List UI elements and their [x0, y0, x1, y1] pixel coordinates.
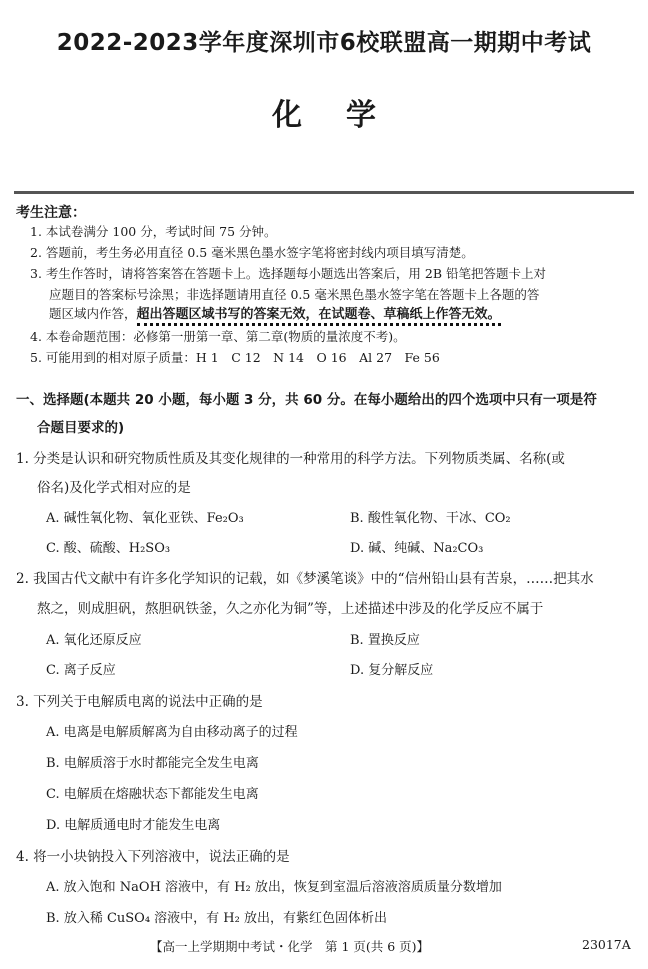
notice-heading: 考生注意：	[16, 205, 86, 221]
question-4-stem: 4. 将一小块钠投入下列溶液中，说法正确的是	[16, 849, 290, 865]
question-1-option-c: C. 酸、硫酸、H₂SO₃	[46, 541, 171, 556]
question-2-stem-cont: 熬之，则成胆矾，熬胆矾铁釜，久之亦化为铜”等，上述描述中涉及的化学反应不属于	[37, 601, 544, 617]
page-footer: 【高一上学期期中考试・化学 第 1 页(共 6 页)】	[150, 939, 430, 954]
section-heading: 一、选择题(本题共 20 小题，每小题 3 分，共 60 分。在每小题给出的四个选项中只有一项是符	[16, 392, 597, 408]
question-1-option-b: B. 酸性氧化物、干冰、CO₂	[350, 511, 511, 526]
notice-item-3a: 3. 考生作答时，请将答案答在答题卡上。选择题每小题选出答案后，用 2B 铅笔把答题卡上对	[30, 266, 546, 281]
subject-char-1: 化	[272, 98, 302, 133]
notice-item-5: 5. 可能用到的相对原子质量：H 1 C 12 N 14 O 16 Al 27 Fe 56	[30, 350, 440, 365]
question-2-stem: 2. 我国古代文献中有许多化学知识的记载，如《梦溪笔谈》中的“信州铅山县有苦泉，……把其水	[16, 571, 594, 587]
question-3-option-b: B. 电解质溶于水时都能完全发生电离	[46, 756, 259, 771]
section-heading-cont: 合题目要求的)	[37, 420, 125, 436]
question-4-option-b: B. 放入稀 CuSO₄ 溶液中，有 H₂ 放出，有紫红色固体析出	[46, 911, 387, 926]
notice-item-3c	[49, 303, 501, 322]
notice-item-2: 2. 答题前，考生务必用直径 0.5 毫米黑色墨水签字笔将密封线内项目填写清楚。	[30, 245, 474, 260]
question-3-option-d: D. 电解质通电时才能发生电离	[46, 818, 221, 833]
notice-item-4: 4. 本卷命题范围：必修第一册第一章、第二章(物质的量浓度不考)。	[30, 329, 406, 344]
question-1-stem: 1. 分类是认识和研究物质性质及其变化规律的一种常用的科学方法。下列物质类属、名称(或	[16, 451, 565, 467]
question-1-option-d: D. 碱、纯碱、Na₂CO₃	[350, 541, 484, 556]
question-3-option-c: C. 电解质在熔融状态下都能发生电离	[46, 787, 259, 802]
question-2-option-b: B. 置换反应	[350, 633, 420, 648]
question-2-option-c: C. 离子反应	[46, 663, 116, 678]
notice-item-3c-text: 题区域内作答，	[49, 306, 137, 321]
question-1-stem-cont: 俗名)及化学式相对应的是	[37, 480, 191, 496]
subject-title	[0, 90, 648, 134]
notice-item-1: 1. 本试卷满分 100 分，考试时间 75 分钟。	[30, 224, 277, 239]
question-2-option-a: A. 氧化还原反应	[46, 633, 142, 648]
paper-code: 23017A	[582, 937, 631, 952]
header-divider	[14, 191, 634, 194]
question-2-option-d: D. 复分解反应	[350, 663, 434, 678]
question-3-stem: 3. 下列关于电解质电离的说法中正确的是	[16, 694, 263, 710]
notice-emphasis: 超出答题区域书写的答案无效，在试题卷、草稿纸上作答无效。	[137, 307, 501, 326]
exam-title: 2022-2023学年度深圳市6校联盟高一期期中考试	[56, 30, 592, 56]
notice-item-3b: 应题目的答案标号涂黑；非选择题请用直径 0.5 毫米黑色墨水签字笔在答题卡上各题的答	[49, 287, 540, 302]
question-4-option-a: A. 放入饱和 NaOH 溶液中，有 H₂ 放出，恢复到室温后溶液溶质质量分数增加	[46, 880, 502, 895]
question-3-option-a: A. 电离是电解质解离为自由移动离子的过程	[46, 725, 298, 740]
subject-char-2: 学	[346, 98, 376, 133]
question-1-option-a: A. 碱性氧化物、氧化亚铁、Fe₂O₃	[46, 511, 244, 526]
